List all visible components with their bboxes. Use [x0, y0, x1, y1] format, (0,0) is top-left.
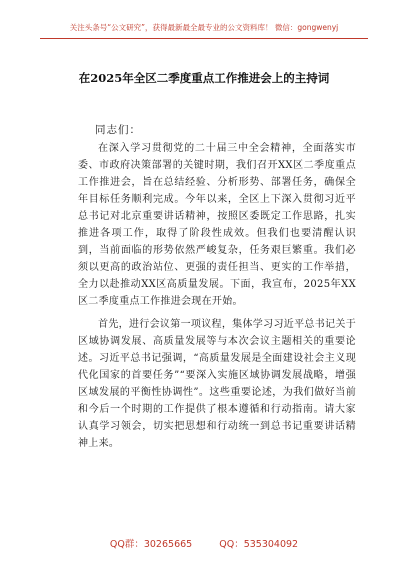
paragraph: 在深入学习贯彻党的二十届三中全会精神，全面落实市委、市政府决策部署的关键时期，我们召开XX区二季度重点工作推进会，旨在总结经验、分析形势、部署任务，确保全年目标任务顺利完成。今年以来，全区上下深入贯彻习近平总书记对北京重要讲话精神，按照区委既定工作思路，扎实推进各项工作，取得了阶段性成效。但我们也要清醒认识到，当前面临的形势依然严峻复杂，任务艰巨繁重。我们必须以更高的政治站位、更强的责任担当、更实的工作举措，全力以赴推动XX区高质量发展。下面，我宣布，2025年XX区二季度重点工作推进会现在开始。 — [78, 143, 356, 307]
footer-qq-group: QQ群：30265665 — [109, 539, 193, 550]
footer — [0, 536, 408, 550]
footer-qq: QQ：535304092 — [219, 539, 299, 550]
paragraph: 首先，进行会议第一项议程，集体学习习近平总书记关于区域协调发展、高质量发展等与本次会议主题相关的重要论述。习近平总书记强调，“高质量发展是全面建设社会主义现代化国家的首要任务”“要深入实施区域协调发展战略，增强区域发展的平衡性协调性”。这些重要论述，为我们做好当前和今后一个时期的工作提供了根本遵循和行动指南。请大家认真学习领会，切实把思想和行动统一到总书记重要讲话精神上来。 — [78, 319, 356, 449]
header-notice: 关注头条号“公文研究”，获得最新最全最专业的公文资料库！ 微信：gongwenyj — [40, 22, 368, 39]
greeting: 同志们： — [95, 124, 141, 136]
document-body — [78, 140, 356, 458]
document-title: 在2025年全区二季度重点工作推进会上的主持词 — [78, 71, 330, 85]
